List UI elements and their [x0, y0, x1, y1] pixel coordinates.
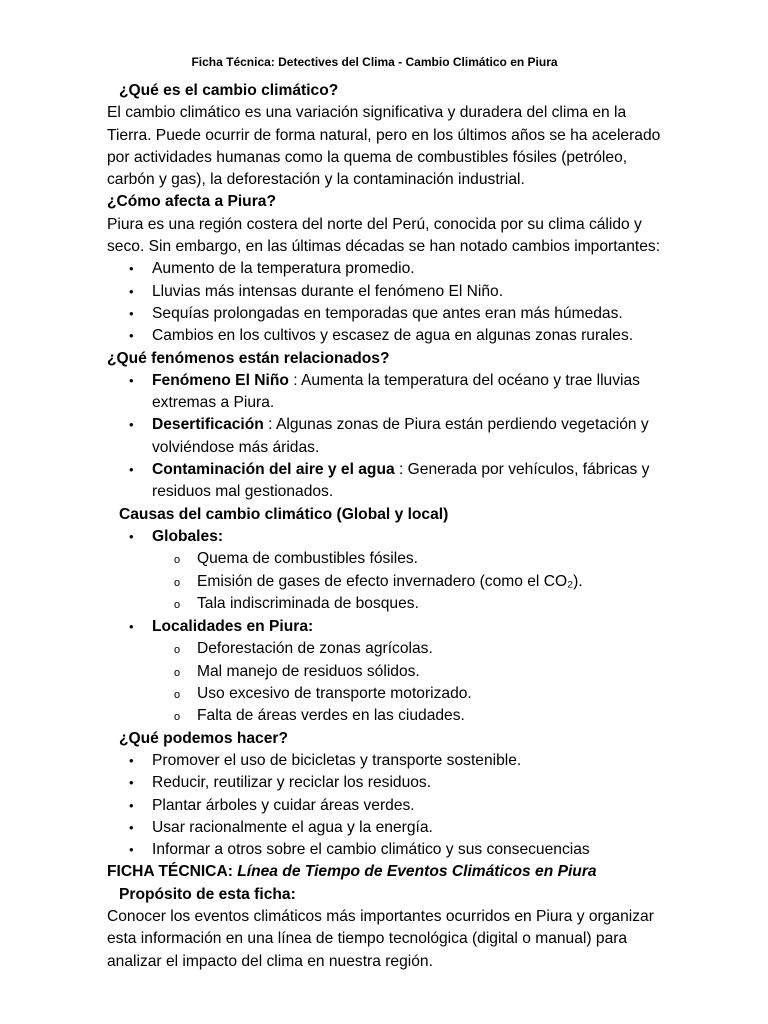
section-paragraph: Piura es una región costera del norte del Perú, conocida por su clima cálido y seco. Sin embargo, en las últimas décadas se han notado cambios importantes: [107, 215, 661, 256]
list-item: • Aumento de la temperatura promedio. [107, 258, 662, 280]
list-item [107, 370, 662, 415]
sub-list-item: o Tala indiscriminada de bosques. [107, 593, 662, 615]
heading-text: Propósito de esta ficha: [119, 885, 296, 903]
section-heading [107, 80, 662, 102]
list-item: • Sequías prolongadas en temporadas que antes eran más húmedas. [107, 303, 662, 325]
sub-list-item: o Emisión de gases de efecto invernadero (como el CO₂). [107, 571, 662, 593]
section-related-phenomena [107, 348, 662, 504]
sub-list-item: o Mal manejo de residuos sólidos. [107, 661, 662, 683]
list-item: • Usar racionalmente el agua y la energía. [107, 817, 662, 839]
heading-title: Línea de Tiempo de Eventos Climáticos en Piura [237, 863, 597, 881]
section-what-can-we-do [107, 728, 662, 862]
section-paragraph: El cambio climático es una variación significativa y duradera del clima en la Tierra. Puede ocurrir de forma natural, pero en los últimos años se ha acelerado por actividades humanas como la quema de combustibles fósiles (petróleo, carbón y gas), la deforestación y la contaminación industrial. [107, 104, 661, 189]
list-item: • Informar a otros sobre el cambio climático y sus consecuencias [107, 839, 662, 861]
heading-text: ¿Qué fenómenos están relacionados? [107, 349, 390, 367]
effects-list [107, 258, 662, 347]
local-causes-list [152, 638, 662, 727]
list-item [107, 459, 662, 504]
list-item [107, 414, 662, 459]
section-heading [107, 191, 662, 213]
global-causes-list [152, 548, 662, 615]
section-purpose [107, 884, 662, 973]
sub-list-item: o Falta de áreas verdes en las ciudades. [107, 705, 662, 727]
sub-list-item: o Deforestación de zonas agrícolas. [107, 638, 662, 660]
list-item: • Reducir, reutilizar y reciclar los residuos. [107, 772, 662, 794]
causes-list [107, 526, 662, 728]
section-heading [107, 504, 662, 526]
sublist-label: Localidades en Piura: [152, 618, 314, 636]
section-what-is-climate-change [107, 80, 662, 191]
section-heading [107, 884, 662, 906]
list-item [107, 616, 662, 727]
section-ficha-tecnica-timeline [107, 861, 662, 883]
section-heading [107, 861, 662, 883]
sub-list-item: o Uso excesivo de transporte motorizado. [107, 683, 662, 705]
term: Fenómeno El Niño [152, 371, 289, 389]
term: Desertificación [152, 416, 264, 434]
heading-text: Causas del cambio climático (Global y local) [119, 505, 449, 523]
list-item: • Cambios en los cultivos y escasez de agua en algunas zonas rurales. [107, 325, 662, 347]
list-item: • Promover el uso de bicicletas y transporte sostenible. [107, 750, 662, 772]
heading-label: FICHA TÉCNICA: [107, 863, 238, 881]
actions-list [107, 750, 662, 861]
heading-text: ¿Qué podemos hacer? [119, 729, 288, 747]
section-paragraph: Conocer los eventos climáticos más importantes ocurridos en Piura y organizar esta información en una línea de tiempo tecnológica (digital o manual) para analizar el impacto del clima en nuestra región. [107, 907, 654, 970]
document-title: Ficha Técnica: Detectives del Clima - Cambio Climático en Piura [191, 55, 558, 69]
list-item: • Plantar árboles y cuidar áreas verdes. [107, 795, 662, 817]
list-item: • Lluvias más intensas durante el fenómeno El Niño. [107, 281, 662, 303]
description: : Generada por vehículos, fábricas y residuos mal gestionados. [152, 461, 650, 501]
sub-list-item: o Quema de combustibles fósiles. [107, 548, 662, 570]
section-how-affects-piura [107, 191, 662, 347]
phenomena-list [107, 370, 662, 504]
section-causes [107, 504, 662, 728]
section-heading [107, 348, 662, 370]
description: : Aumenta la temperatura del océano y trae lluvias extremas a Piura. [152, 371, 640, 412]
heading-text: ¿Cómo afecta a Piura? [107, 193, 276, 211]
description: : Algunas zonas de Piura están perdiendo vegetación y volviéndose más áridas. [152, 416, 649, 456]
document-page [107, 54, 662, 973]
heading-text: ¿Qué es el cambio climático? [119, 82, 339, 99]
term: Contaminación del aire y el agua [152, 461, 395, 479]
section-heading [107, 728, 662, 750]
sublist-label: Globales: [152, 527, 224, 545]
list-item [107, 526, 662, 615]
